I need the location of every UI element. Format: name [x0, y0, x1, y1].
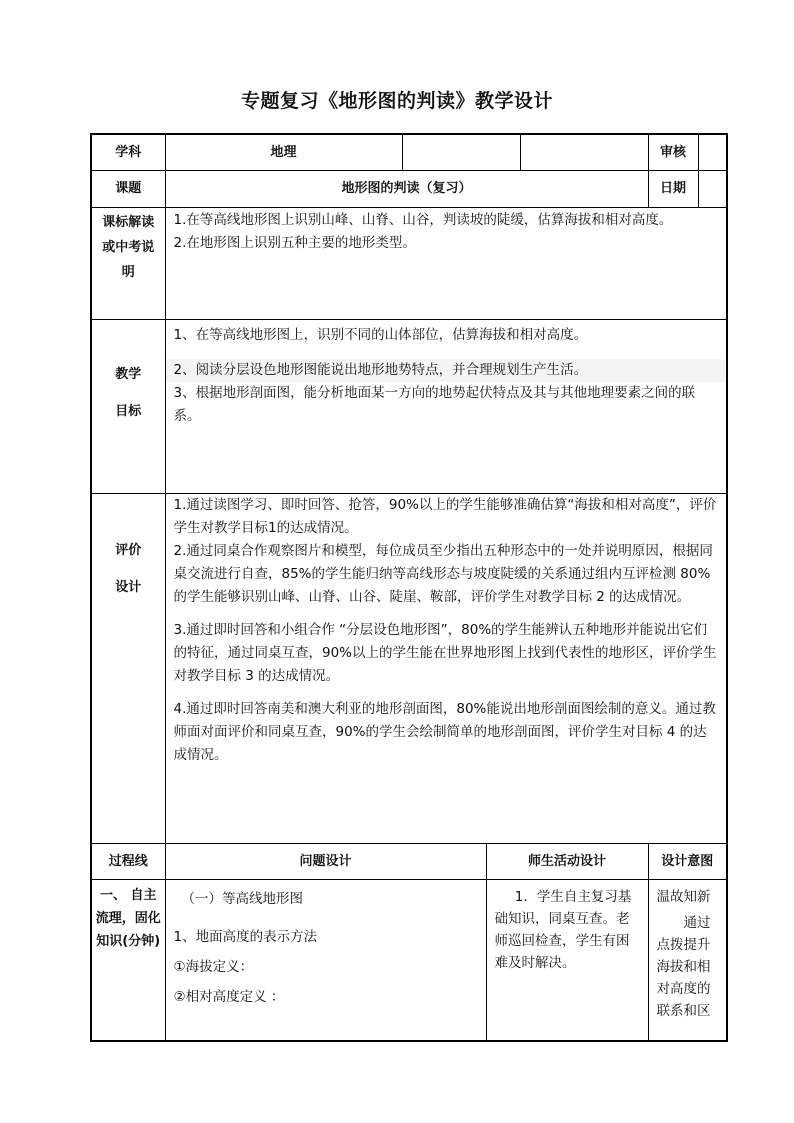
subject-row	[91, 134, 727, 170]
standards-label-line: 课标解读	[102, 214, 155, 230]
standards-label-line: 或中考说	[102, 239, 155, 255]
date-label: 日期	[648, 170, 698, 207]
objectives-label-line: 教学	[115, 366, 142, 382]
topic-label: 课题	[91, 170, 165, 207]
subject-blank-cell	[402, 134, 520, 170]
evaluation-label-line: 设计	[115, 579, 142, 595]
objective-paragraph: 1、在等高线地形图上，识别不同的山体部位，估算海拔和相对高度。	[173, 326, 588, 343]
subject-label: 学科	[91, 134, 165, 170]
evaluation-paragraph: 3.通过即时回答和小组合作 “分层设色地形图”，80%的学生能辨认五种地形并能说出它们的特征，通过同桌互查，90%以上的学生能在世界地形图上找到代表性的地形区，评价学生对教学目标 3 的达成情况。	[173, 621, 717, 684]
objectives-row	[91, 319, 727, 493]
evaluation-row	[91, 493, 727, 843]
evaluation-paragraph: 2.通过同桌合作观察图片和模型，每位成员至少指出五种形态中的一处并说明原因，根据同桌交流进行自查，85%的学生能归纳等高线形态与坡度陡缓的关系通过组内互评检测 80%的学生能够识别山峰、山脊、山谷、陡崖、鞍部，评价学生对教学目标 2 的达成情况。	[173, 542, 713, 605]
process-row	[91, 879, 727, 1041]
question-line: （一）等高线地形图	[181, 890, 303, 907]
standards-paragraph: 1.在等高线地形图上识别山峰、山脊、山谷，判读坡的陡缓，估算海拔和相对高度。	[173, 211, 673, 228]
standards-row	[91, 207, 727, 319]
process-col-stage: 过程线	[91, 843, 165, 879]
intent-body: 通过点拨提升海拔和相对高度的联系和区	[656, 914, 711, 1019]
process-col-intent: 设计意图	[648, 843, 727, 879]
evaluation-label-line: 评价	[115, 542, 142, 558]
topic-value: 地形图的判读（复习）	[165, 170, 648, 207]
review-label: 审核	[648, 134, 698, 170]
objectives-content	[165, 319, 727, 493]
standards-paragraph: 2.在地形图上识别五种主要的地形类型。	[173, 234, 416, 251]
standards-label-line: 明	[121, 264, 135, 280]
process-questions	[165, 879, 486, 1041]
activity-text: 1．学生自主复习基础知识，同桌互查。老师巡回检查，学生有困难及时解决。	[494, 888, 632, 971]
process-stage-line: 知识(分钟)	[96, 933, 161, 949]
process-col-questions: 问题设计	[165, 843, 486, 879]
evaluation-paragraph: 4.通过即时回答南美和澳大利亚的地形剖面图，80%能说出地形剖面图绘制的意义。通过教师面对面评价和同桌互查，90%的学生会绘制简单的地形剖面图，评价学生对目标 4 的达成情况。	[173, 700, 716, 763]
process-stage	[91, 879, 165, 1041]
topic-row	[91, 170, 727, 207]
objective-paragraph: 3、根据地形剖面图，能分析地面某一方向的地势起伏特点及其与其他地理要素之间的联系。	[173, 384, 696, 424]
subject-blank-cell-2	[520, 134, 648, 170]
process-col-activity: 师生活动设计	[486, 843, 648, 879]
process-stage-line: 流理，固化	[95, 910, 161, 926]
question-line: ②相对高度定义 ：	[173, 988, 285, 1005]
process-header-row	[91, 843, 727, 879]
objectives-label	[91, 319, 165, 493]
evaluation-paragraph: 1.通过读图学习、即时回答、抢答，90%以上的学生能够准确估算“海拔和相对高度”，评价学生对教学目标1的达成情况。	[173, 496, 717, 536]
date-value	[698, 170, 727, 207]
lesson-plan-table	[90, 133, 728, 1042]
process-stage-line: 一、 自主	[99, 887, 157, 903]
evaluation-content	[165, 493, 727, 843]
objectives-label-line: 目标	[115, 403, 142, 419]
review-value	[698, 134, 727, 170]
document-title: 专题复习《地形图的判读》教学设计	[240, 90, 553, 112]
intent-title: 温故知新	[656, 888, 711, 905]
process-intent	[648, 879, 727, 1041]
evaluation-label	[91, 493, 165, 843]
subject-value: 地理	[165, 134, 402, 170]
process-activity	[486, 879, 648, 1041]
question-line: 1、地面高度的表示方法	[173, 928, 318, 945]
question-line: ①海拔定义：	[173, 958, 254, 975]
objective-paragraph: 2、阅读分层设色地形图能说出地形地势特点，并合理规划生产生活。	[166, 359, 727, 382]
standards-content	[165, 207, 727, 319]
standards-label	[91, 207, 165, 319]
